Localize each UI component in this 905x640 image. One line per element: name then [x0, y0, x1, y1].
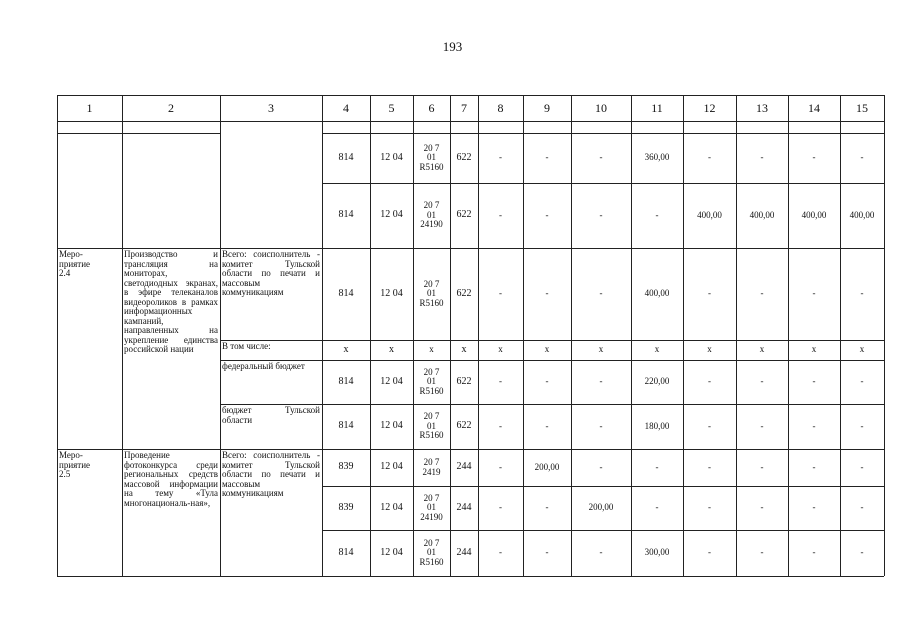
table-cell: 20 7 01 R5160: [419, 366, 444, 396]
table-rule: [571, 95, 572, 576]
table-cell: -: [599, 376, 603, 387]
table-cell: 20 7 2419: [422, 457, 441, 477]
funding-source-total: Всего: соисполнитель - комитет Тульской области по печати и массовым коммуникациям: [222, 249, 320, 297]
table-cell: 20 7 01 24190: [420, 492, 443, 522]
table-cell: 400,00: [749, 209, 775, 220]
column-header-1: 1: [86, 100, 93, 115]
table-cell: x: [654, 344, 660, 355]
table-cell: -: [812, 420, 816, 431]
table-cell: -: [655, 502, 659, 513]
column-header-3: 3: [268, 100, 274, 115]
table-cell: 622: [456, 375, 472, 387]
table-rule: [220, 340, 884, 341]
table-cell: 200,00: [588, 502, 614, 513]
table-cell: -: [545, 376, 549, 387]
table-cell: 622: [456, 151, 472, 163]
table-rule: [322, 183, 884, 184]
table-cell: 200,00: [534, 461, 560, 472]
table-cell: -: [545, 420, 549, 431]
table-cell: -: [599, 152, 603, 163]
table-rule: [57, 449, 884, 450]
table-cell: 814: [338, 546, 354, 558]
table-cell: -: [599, 420, 603, 431]
table-cell: x: [544, 344, 550, 355]
table-rule: [322, 133, 884, 134]
table-cell: x: [389, 343, 394, 355]
table-cell: -: [760, 376, 764, 387]
table-rule: [683, 95, 684, 576]
table-cell: 400,00: [644, 288, 670, 299]
table-cell: 400,00: [801, 209, 827, 220]
column-header-14: 14: [808, 100, 820, 115]
column-header-10: 10: [595, 100, 607, 115]
table-cell: 814: [338, 287, 354, 299]
table-rule: [57, 133, 220, 134]
table-rule: [322, 95, 323, 576]
table-cell: -: [599, 209, 603, 220]
table-cell: -: [499, 209, 502, 220]
table-cell: -: [499, 376, 502, 387]
column-header-12: 12: [703, 100, 716, 115]
table-cell: -: [708, 547, 711, 558]
table-cell: -: [860, 376, 864, 387]
table-cell: 360,00: [644, 152, 670, 163]
table-cell: 20 7 01 R5160: [419, 537, 444, 567]
table-cell: -: [499, 502, 502, 513]
table-cell: -: [499, 461, 502, 472]
table-cell: -: [655, 209, 659, 220]
table-rule: [220, 95, 221, 576]
table-rule: [523, 95, 524, 576]
table-cell: -: [599, 547, 603, 558]
table-cell: 244: [456, 546, 472, 558]
page-number: 193: [442, 39, 463, 54]
table-cell: -: [655, 461, 659, 472]
table-cell: x: [498, 344, 503, 355]
table-cell: 622: [456, 420, 472, 432]
table-cell: x: [461, 343, 467, 355]
funding-source-federal: федеральный бюджет: [222, 361, 305, 371]
table-cell: 622: [456, 209, 472, 221]
table-cell: 12 04: [380, 501, 403, 513]
table-cell: 20 7 01 R5160: [419, 278, 444, 308]
table-cell: -: [812, 288, 816, 299]
column-header-15: 15: [856, 100, 868, 115]
table-cell: -: [812, 152, 816, 163]
table-cell: -: [812, 547, 816, 558]
table-cell: 20 7 01 24190: [420, 200, 443, 230]
table-rule: [450, 95, 451, 576]
table-cell: -: [708, 502, 711, 513]
table-cell: -: [499, 152, 502, 163]
table-rule: [884, 95, 885, 576]
table-cell: 12 04: [380, 420, 403, 432]
activity-number: Меро- приятие 2.5: [59, 450, 91, 479]
table-cell: -: [599, 288, 603, 299]
table-rule: [788, 95, 789, 576]
table-cell: 814: [338, 420, 354, 432]
table-cell: 839: [338, 501, 354, 513]
table-cell: 20 7 01 R5160: [419, 142, 444, 172]
table-cell: x: [598, 344, 604, 355]
table-cell: -: [860, 288, 864, 299]
funding-source-total: Всего: соисполнитель - комитет Тульской области по печати и массовым коммуникациям: [222, 450, 320, 498]
table-rule: [631, 95, 632, 576]
table-cell: x: [811, 344, 817, 355]
table-cell: -: [708, 376, 711, 387]
table-rule: [122, 95, 123, 576]
funding-source-regional: бюджет Тульской области: [222, 405, 320, 425]
column-header-11: 11: [651, 100, 663, 115]
table-cell: -: [499, 420, 502, 431]
table-cell: 400,00: [697, 209, 722, 220]
activity-description: Проведение фотоконкурса среди региональных средств массовой информации на тему «Тула многонациональ-ная»,: [124, 450, 218, 508]
activity-number: Меро- приятие 2.4: [59, 249, 91, 278]
table-cell: x: [429, 344, 434, 355]
table-cell: 814: [338, 375, 354, 387]
column-header-5: 5: [388, 100, 395, 115]
table-cell: -: [545, 152, 549, 163]
table-cell: -: [860, 152, 864, 163]
table-rule: [478, 95, 479, 576]
column-header-2: 2: [168, 100, 174, 115]
table-cell: -: [499, 288, 502, 299]
table-cell: -: [599, 461, 603, 472]
table-cell: x: [707, 344, 712, 355]
table-cell: -: [708, 152, 711, 163]
table-rule: [57, 576, 884, 577]
table-cell: 622: [456, 287, 472, 299]
table-cell: -: [812, 376, 816, 387]
table-cell: 300,00: [644, 547, 670, 558]
table-cell: -: [812, 461, 816, 472]
table-cell: 12 04: [380, 546, 403, 558]
column-header-13: 13: [756, 100, 768, 115]
column-header-4: 4: [343, 100, 349, 115]
table-cell: -: [708, 420, 711, 431]
table-cell: -: [812, 502, 816, 513]
table-cell: 180,00: [644, 420, 670, 431]
table-cell: 244: [456, 501, 472, 513]
table-cell: 400,00: [849, 209, 875, 220]
table-cell: -: [860, 420, 864, 431]
table-cell: -: [860, 461, 864, 472]
table-cell: x: [859, 344, 865, 355]
table-rule: [736, 95, 737, 576]
table-cell: -: [760, 547, 764, 558]
activity-description: Производство и трансляция на мониторах, светодиодных экранах, в эфире телеканалов видеороликов в рамках информационных кампаний, направленных на укрепление единства российской нации: [124, 249, 218, 354]
table-rule: [322, 486, 884, 487]
table-rule: [57, 95, 58, 576]
table-cell: -: [860, 502, 864, 513]
table-cell: 12 04: [380, 375, 403, 387]
column-header-9: 9: [544, 100, 550, 115]
table-cell: x: [759, 344, 765, 355]
table-rule: [370, 95, 371, 576]
table-cell: -: [545, 288, 549, 299]
table-rule: [413, 95, 414, 576]
table-cell: -: [499, 547, 502, 558]
funding-source-including: В том числе:: [222, 341, 271, 351]
table-rule: [220, 360, 884, 361]
table-cell: 244: [456, 461, 472, 473]
table-rule: [57, 95, 884, 96]
column-header-6: 6: [428, 100, 435, 115]
table-cell: 12 04: [380, 151, 403, 163]
table-cell: 220,00: [644, 376, 670, 387]
table-rule: [840, 95, 841, 576]
table-cell: -: [545, 547, 549, 558]
table-cell: 20 7 01 R5160: [419, 411, 444, 441]
table-cell: -: [545, 209, 549, 220]
table-rule: [57, 121, 884, 122]
column-header-7: 7: [461, 100, 467, 115]
table-cell: -: [760, 502, 764, 513]
table-cell: -: [760, 288, 764, 299]
table-cell: x: [343, 343, 349, 355]
table-cell: -: [708, 461, 711, 472]
table-cell: 12 04: [380, 461, 403, 473]
table-cell: -: [860, 547, 864, 558]
table-rule: [322, 530, 884, 531]
table-cell: 12 04: [380, 287, 403, 299]
table-cell: -: [760, 420, 764, 431]
table-cell: -: [760, 152, 764, 163]
table-cell: -: [760, 461, 764, 472]
table-cell: 12 04: [380, 209, 403, 221]
table-cell: -: [708, 288, 711, 299]
column-header-8: 8: [497, 100, 504, 115]
table-cell: 814: [338, 151, 354, 163]
table-cell: 839: [338, 461, 354, 473]
table-cell: 814: [338, 209, 354, 221]
table-cell: -: [545, 502, 549, 513]
